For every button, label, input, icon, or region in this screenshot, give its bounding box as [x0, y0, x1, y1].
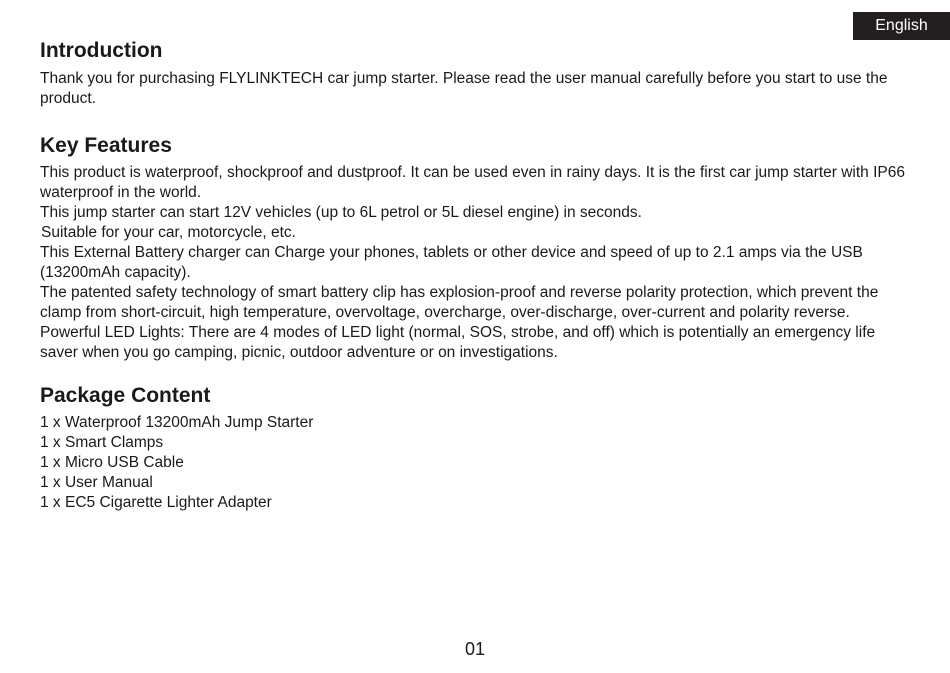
key-features-heading: Key Features — [40, 134, 172, 157]
package-item: 1 x Micro USB Cable — [40, 454, 184, 471]
feature-item-waterproof: This product is waterproof, shockproof and dustproof. It can be used even in rainy days. It is the first car jump starter with IP66 waterproof in the world. — [40, 164, 905, 201]
key-features-section — [40, 132, 910, 363]
package-item: 1 x Smart Clamps — [40, 434, 164, 451]
package-content-section — [40, 382, 910, 513]
introduction-heading: Introduction — [40, 39, 163, 62]
language-tab: English — [853, 12, 950, 40]
page-number: 01 — [464, 639, 486, 659]
feature-item-safety: The patented safety technology of smart battery clip has explosion-proof and reverse polarity protection, which prevent the clamp from short-circuit, high temperature, overvoltage, overcharge, over-discharge, over-current and polarity reverse. — [40, 284, 879, 321]
package-content-heading: Package Content — [40, 384, 211, 407]
manual-page-content — [40, 37, 910, 513]
feature-item-suitable: Suitable for your car, motorcycle, etc. — [41, 224, 296, 241]
introduction-body: Thank you for purchasing FLYLINKTECH car jump starter. Please read the user manual carefully before you start to use the product. — [40, 70, 888, 107]
package-item: 1 x User Manual — [40, 474, 153, 491]
introduction-section — [40, 37, 910, 109]
package-item: 1 x Waterproof 13200mAh Jump Starter — [40, 414, 314, 431]
feature-item-led-lights: Powerful LED Lights: There are 4 modes of LED light (normal, SOS, strobe, and off) which is potentially an emergency life saver when you go camping, picnic, outdoor adventure or on investigations. — [40, 324, 876, 361]
feature-item-battery-charger: This External Battery charger can Charge your phones, tablets or other device and speed of up to 2.1 amps via the USB (13200mAh capacity). — [40, 244, 863, 281]
feature-item-jump-start: This jump starter can start 12V vehicles (up to 6L petrol or 5L diesel engine) in seconds. — [40, 204, 642, 221]
package-item: 1 x EC5 Cigarette Lighter Adapter — [40, 494, 272, 511]
